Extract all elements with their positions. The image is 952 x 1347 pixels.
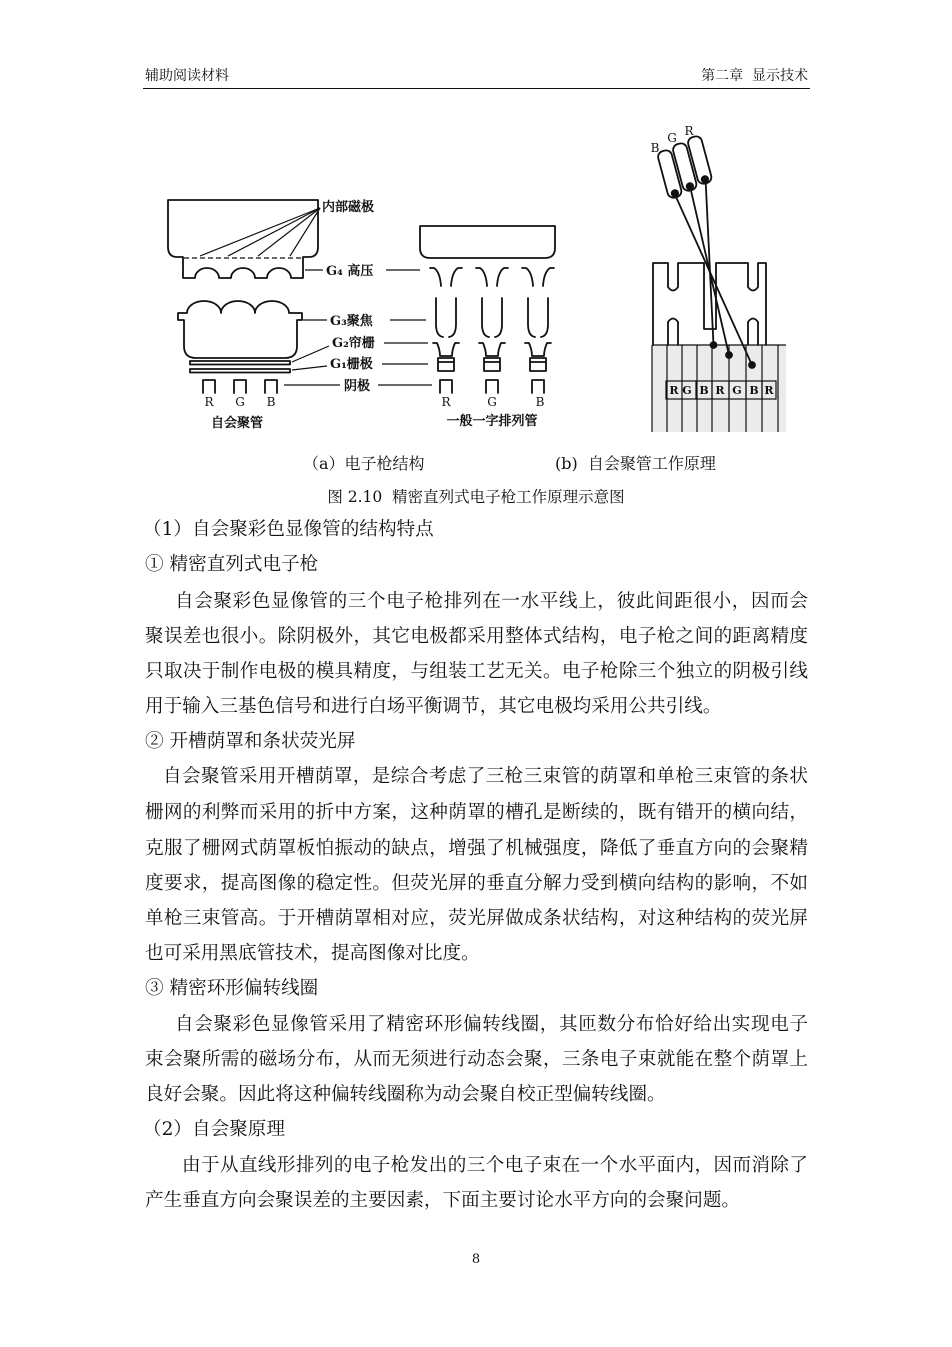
section-heading-1: （1）自会聚彩色显像管的结构特点 <box>143 519 434 540</box>
label-g1-control-grid: G₁栅极 <box>330 357 373 372</box>
inline-top-electrode <box>420 226 555 258</box>
panel-a-electron-gun-structure <box>168 199 555 431</box>
paragraph-line: 用于输入三基色信号和进行白场平衡调节，其它电极均采用公共引线。 <box>145 696 722 717</box>
inline-gun-label-g: G <box>487 395 497 409</box>
gun-b-letter: B <box>650 141 660 155</box>
paragraph-line: 克服了栅网式荫罩板怕振动的缺点，增强了机械强度，降低了垂直方向的会聚精 <box>145 838 808 859</box>
running-header-right: 第二章 显示技术 <box>701 68 808 84</box>
header-rule <box>143 88 810 89</box>
stripe-letter: B <box>699 384 709 397</box>
inline-gun-label-r: R <box>441 395 451 409</box>
gun-label-g: G <box>235 395 245 409</box>
label-g3-focus: G₃聚焦 <box>330 314 373 329</box>
section-heading-2: （2）自会聚原理 <box>143 1119 285 1140</box>
paragraph-line: 也可采用黑底管技术，提高图像对比度。 <box>145 943 480 964</box>
item-3-title: ③ 精密环形偏转线圈 <box>145 978 319 999</box>
cathodes <box>203 380 277 393</box>
paragraph-line: 自会聚彩色显像管采用了精密环形偏转线圈，其匝数分布恰好给出实现电子 <box>175 1014 808 1035</box>
page-number: 8 <box>471 1252 481 1267</box>
label-cathode: 阴极 <box>344 379 371 394</box>
figure-title: 图 2.10 精密直列式电子枪工作原理示意图 <box>327 488 625 506</box>
self-converging-gun <box>168 200 318 431</box>
inline-g1-grids <box>438 358 546 371</box>
inline-tube-label: 一般一字排列管 <box>446 414 538 429</box>
gun-r-letter: R <box>684 124 694 138</box>
inline-g4-funnels <box>430 268 554 286</box>
gun-label-r: R <box>204 395 214 409</box>
paragraph-line: 自会聚管采用开槽荫罩，是综合考虑了三枪三束管的荫罩和单枪三束管的条状 <box>163 766 808 787</box>
caption-panel-a: （a）电子枪结构 <box>303 454 425 473</box>
g1-control-grid <box>190 369 290 373</box>
inline-g3-tubes <box>436 298 548 337</box>
paragraph-line: 单枪三束管高。于开槽荫罩相对应，荧光屏做成条状结构，对这种结构的荧光屏 <box>145 908 808 929</box>
stripe-letter: B <box>749 384 759 397</box>
paragraph-line: 聚误差也很小。除阴极外，其它电极都采用整体式结构，电子枪之间的距离精度 <box>145 626 808 647</box>
g2-screen-grid <box>190 361 290 365</box>
gun-g-letter: G <box>667 131 677 145</box>
paragraph-line: 束会聚所需的磁场分布，从而无须进行动态会聚，三条电子束就能在整个荫罩上 <box>145 1049 808 1070</box>
self-converging-tube-label: 自会聚管 <box>210 416 264 431</box>
inline-cathodes <box>440 380 544 393</box>
paragraph-line: 良好会聚。因此将这种偏转线圈称为动会聚自校正型偏转线圈。 <box>145 1084 666 1105</box>
paragraph-line: 由于从直线形排列的电子枪发出的三个电子束在一个水平面内，因而消除了 <box>182 1155 808 1176</box>
item-2-title: ② 开槽荫罩和条状荧光屏 <box>145 731 356 752</box>
gun-label-b: B <box>266 395 276 409</box>
running-header-left: 辅助阅读材料 <box>145 68 229 84</box>
inline-g2-cups <box>433 343 551 356</box>
g3-focus-electrode <box>178 301 302 358</box>
stripe-letter: G <box>682 384 692 397</box>
paragraph-line: 栅网的利弊而采用的折中方案，这种荫罩的槽孔是断续的，既有错开的横向结， <box>145 802 808 823</box>
panel-b-self-converging-principle <box>651 124 786 432</box>
stripe-letter: R <box>715 384 725 397</box>
paragraph-line: 自会聚彩色显像管的三个电子枪排列在一水平线上，彼此间距很小，因而会 <box>175 591 808 612</box>
stripe-letter: R <box>669 384 679 397</box>
paragraph-line: 度要求，提高图像的稳定性。但荧光屏的垂直分解力受到横向结构的影响，不如 <box>145 873 808 894</box>
caption-panel-b: (b) 自会聚管工作原理 <box>555 454 716 473</box>
label-internal-magnetic-pole: 内部磁极 <box>322 200 375 215</box>
inline-tube-gun <box>420 226 555 429</box>
label-g4-high-voltage: G₄ 高压 <box>326 264 374 279</box>
paragraph-line: 只取决于制作电极的模具精度，与组装工艺无关。电子枪除三个独立的阴极引线 <box>145 661 808 682</box>
label-g2-screen-grid: G₂帘栅 <box>332 336 375 351</box>
paragraph-line: 产生垂直方向会聚误差的主要因素，下面主要讨论水平方向的会聚问题。 <box>145 1190 741 1211</box>
stripe-letter: R <box>764 384 774 397</box>
inline-gun-label-b: B <box>535 395 545 409</box>
stripe-letter: G <box>732 384 742 397</box>
figure-2-10-diagram <box>140 110 820 440</box>
item-1-title: ① 精密直列式电子枪 <box>145 554 319 575</box>
